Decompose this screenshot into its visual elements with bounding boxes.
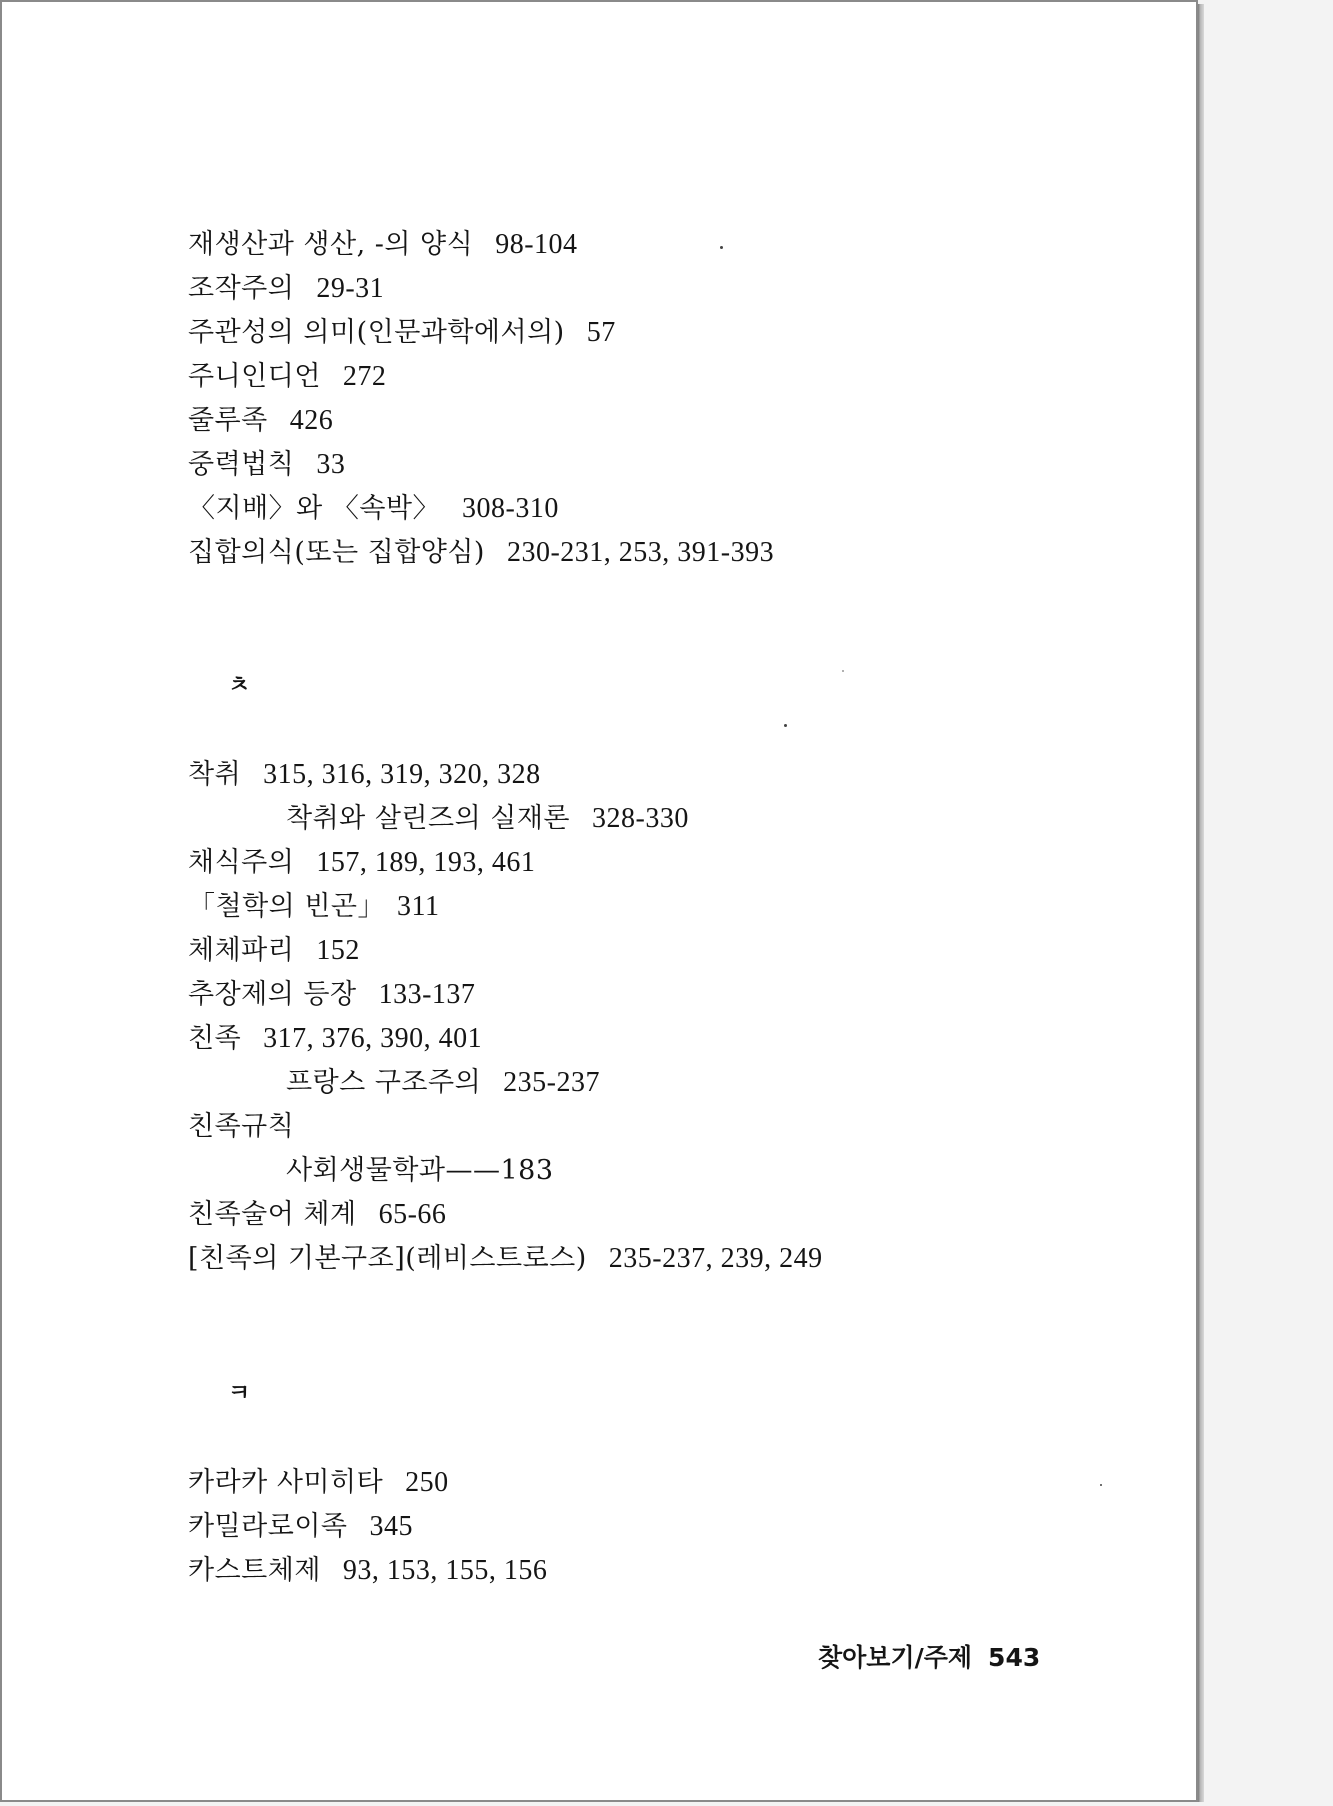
entry-pages: 230-231, 253, 391-393 bbox=[506, 537, 775, 568]
index-entry bbox=[188, 934, 360, 968]
entry-pages: 426 bbox=[289, 405, 334, 436]
entry-pages: 98-104 bbox=[495, 229, 578, 260]
entry-term: 추장제의 등장 bbox=[188, 979, 357, 1010]
entry-pages: 235-237, 239, 249 bbox=[608, 1243, 823, 1274]
scan-speck bbox=[720, 246, 723, 249]
index-entry bbox=[188, 1554, 547, 1588]
entry-term: 카스트체제 bbox=[188, 1555, 321, 1586]
entry-term: 중력법칙 bbox=[188, 449, 295, 480]
entry-term: 「철학의 빈곤」 bbox=[188, 891, 385, 922]
entry-term: 주관성의 의미(인문과학에서의) bbox=[188, 317, 565, 348]
entry-pages: 272 bbox=[342, 361, 387, 392]
entry-pages: 311 bbox=[397, 891, 440, 922]
index-entry bbox=[188, 492, 559, 526]
page-footer bbox=[818, 1642, 1040, 1674]
entry-pages: 65-66 bbox=[378, 1199, 447, 1230]
entry-pages: 57 bbox=[586, 317, 616, 348]
entry-pages: 133-137 bbox=[378, 979, 476, 1010]
index-entry bbox=[188, 1022, 482, 1056]
entry-term: 카밀라로이족 bbox=[188, 1511, 348, 1542]
index-entry bbox=[188, 1198, 446, 1232]
entry-pages: 345 bbox=[369, 1511, 413, 1542]
entry-term: 〈지배〉와 〈속박〉 bbox=[188, 493, 440, 524]
entry-term: 프랑스 구조주의 bbox=[286, 1067, 482, 1098]
entry-term: 카라카 사미히타 bbox=[188, 1467, 384, 1498]
entry-pages: 308-310 bbox=[462, 493, 559, 524]
index-entry bbox=[188, 1110, 294, 1144]
index-entry bbox=[188, 272, 384, 306]
section-heading-k: ㅋ bbox=[228, 1379, 251, 1406]
index-entry bbox=[188, 758, 541, 792]
footer-title: 찾아보기/주제 bbox=[818, 1643, 973, 1672]
index-entry bbox=[188, 316, 616, 350]
entry-pages: 93, 153, 155, 156 bbox=[342, 1555, 548, 1586]
entry-pages: 29-31 bbox=[316, 273, 385, 304]
entry-term: [친족의 기본구조](레비스트로스) bbox=[188, 1243, 587, 1274]
entry-pages: 33 bbox=[316, 449, 346, 480]
entry-pages: 152 bbox=[316, 935, 360, 966]
index-entry bbox=[188, 448, 345, 482]
entry-term: 착취와 살린즈의 실재론 bbox=[286, 803, 570, 834]
index-entry bbox=[188, 228, 578, 262]
entry-pages: 317, 376, 390, 401 bbox=[263, 1023, 483, 1054]
entry-term: 친족규칙 bbox=[188, 1111, 295, 1142]
index-entry bbox=[188, 536, 774, 570]
index-entry bbox=[188, 978, 475, 1012]
entry-pages: 328-330 bbox=[592, 803, 689, 834]
entry-term: 집합의식(또는 집합양심) bbox=[188, 537, 485, 568]
entry-term: 체체파리 bbox=[188, 935, 295, 966]
index-entry bbox=[188, 1466, 449, 1500]
entry-term: 줄루족 bbox=[188, 405, 268, 436]
entry-term: 주니인디언 bbox=[188, 361, 321, 392]
entry-term: 재생산과 생산, -의 양식 bbox=[188, 229, 474, 260]
index-entry bbox=[188, 404, 333, 438]
section-heading-ch: ㅊ bbox=[228, 671, 251, 698]
scan-speck bbox=[784, 724, 787, 727]
entry-term: 친족술어 체계 bbox=[188, 1199, 357, 1230]
entry-term: 사회생물학과——183 bbox=[286, 1155, 554, 1186]
entry-pages: 250 bbox=[405, 1467, 449, 1498]
entry-pages: 235-237 bbox=[503, 1067, 600, 1098]
index-subentry bbox=[286, 1154, 554, 1188]
entry-term: 조작주의 bbox=[188, 273, 295, 304]
scan-speck bbox=[1100, 1484, 1102, 1486]
page-edge bbox=[1198, 4, 1204, 1802]
index-subentry bbox=[286, 802, 689, 836]
entry-pages: 315, 316, 319, 320, 328 bbox=[263, 759, 541, 790]
index-entry bbox=[188, 846, 535, 880]
index-entry bbox=[188, 360, 386, 394]
entry-term: 착취 bbox=[188, 759, 242, 790]
entry-term: 채식주의 bbox=[188, 847, 295, 878]
scan-speck bbox=[842, 670, 844, 672]
index-entry bbox=[188, 1242, 823, 1276]
index-entry bbox=[188, 1510, 413, 1544]
page-number: 543 bbox=[988, 1643, 1041, 1672]
index-entry bbox=[188, 890, 439, 924]
entry-pages: 157, 189, 193, 461 bbox=[316, 847, 536, 878]
entry-term: 친족 bbox=[188, 1023, 242, 1054]
index-subentry bbox=[286, 1066, 600, 1100]
